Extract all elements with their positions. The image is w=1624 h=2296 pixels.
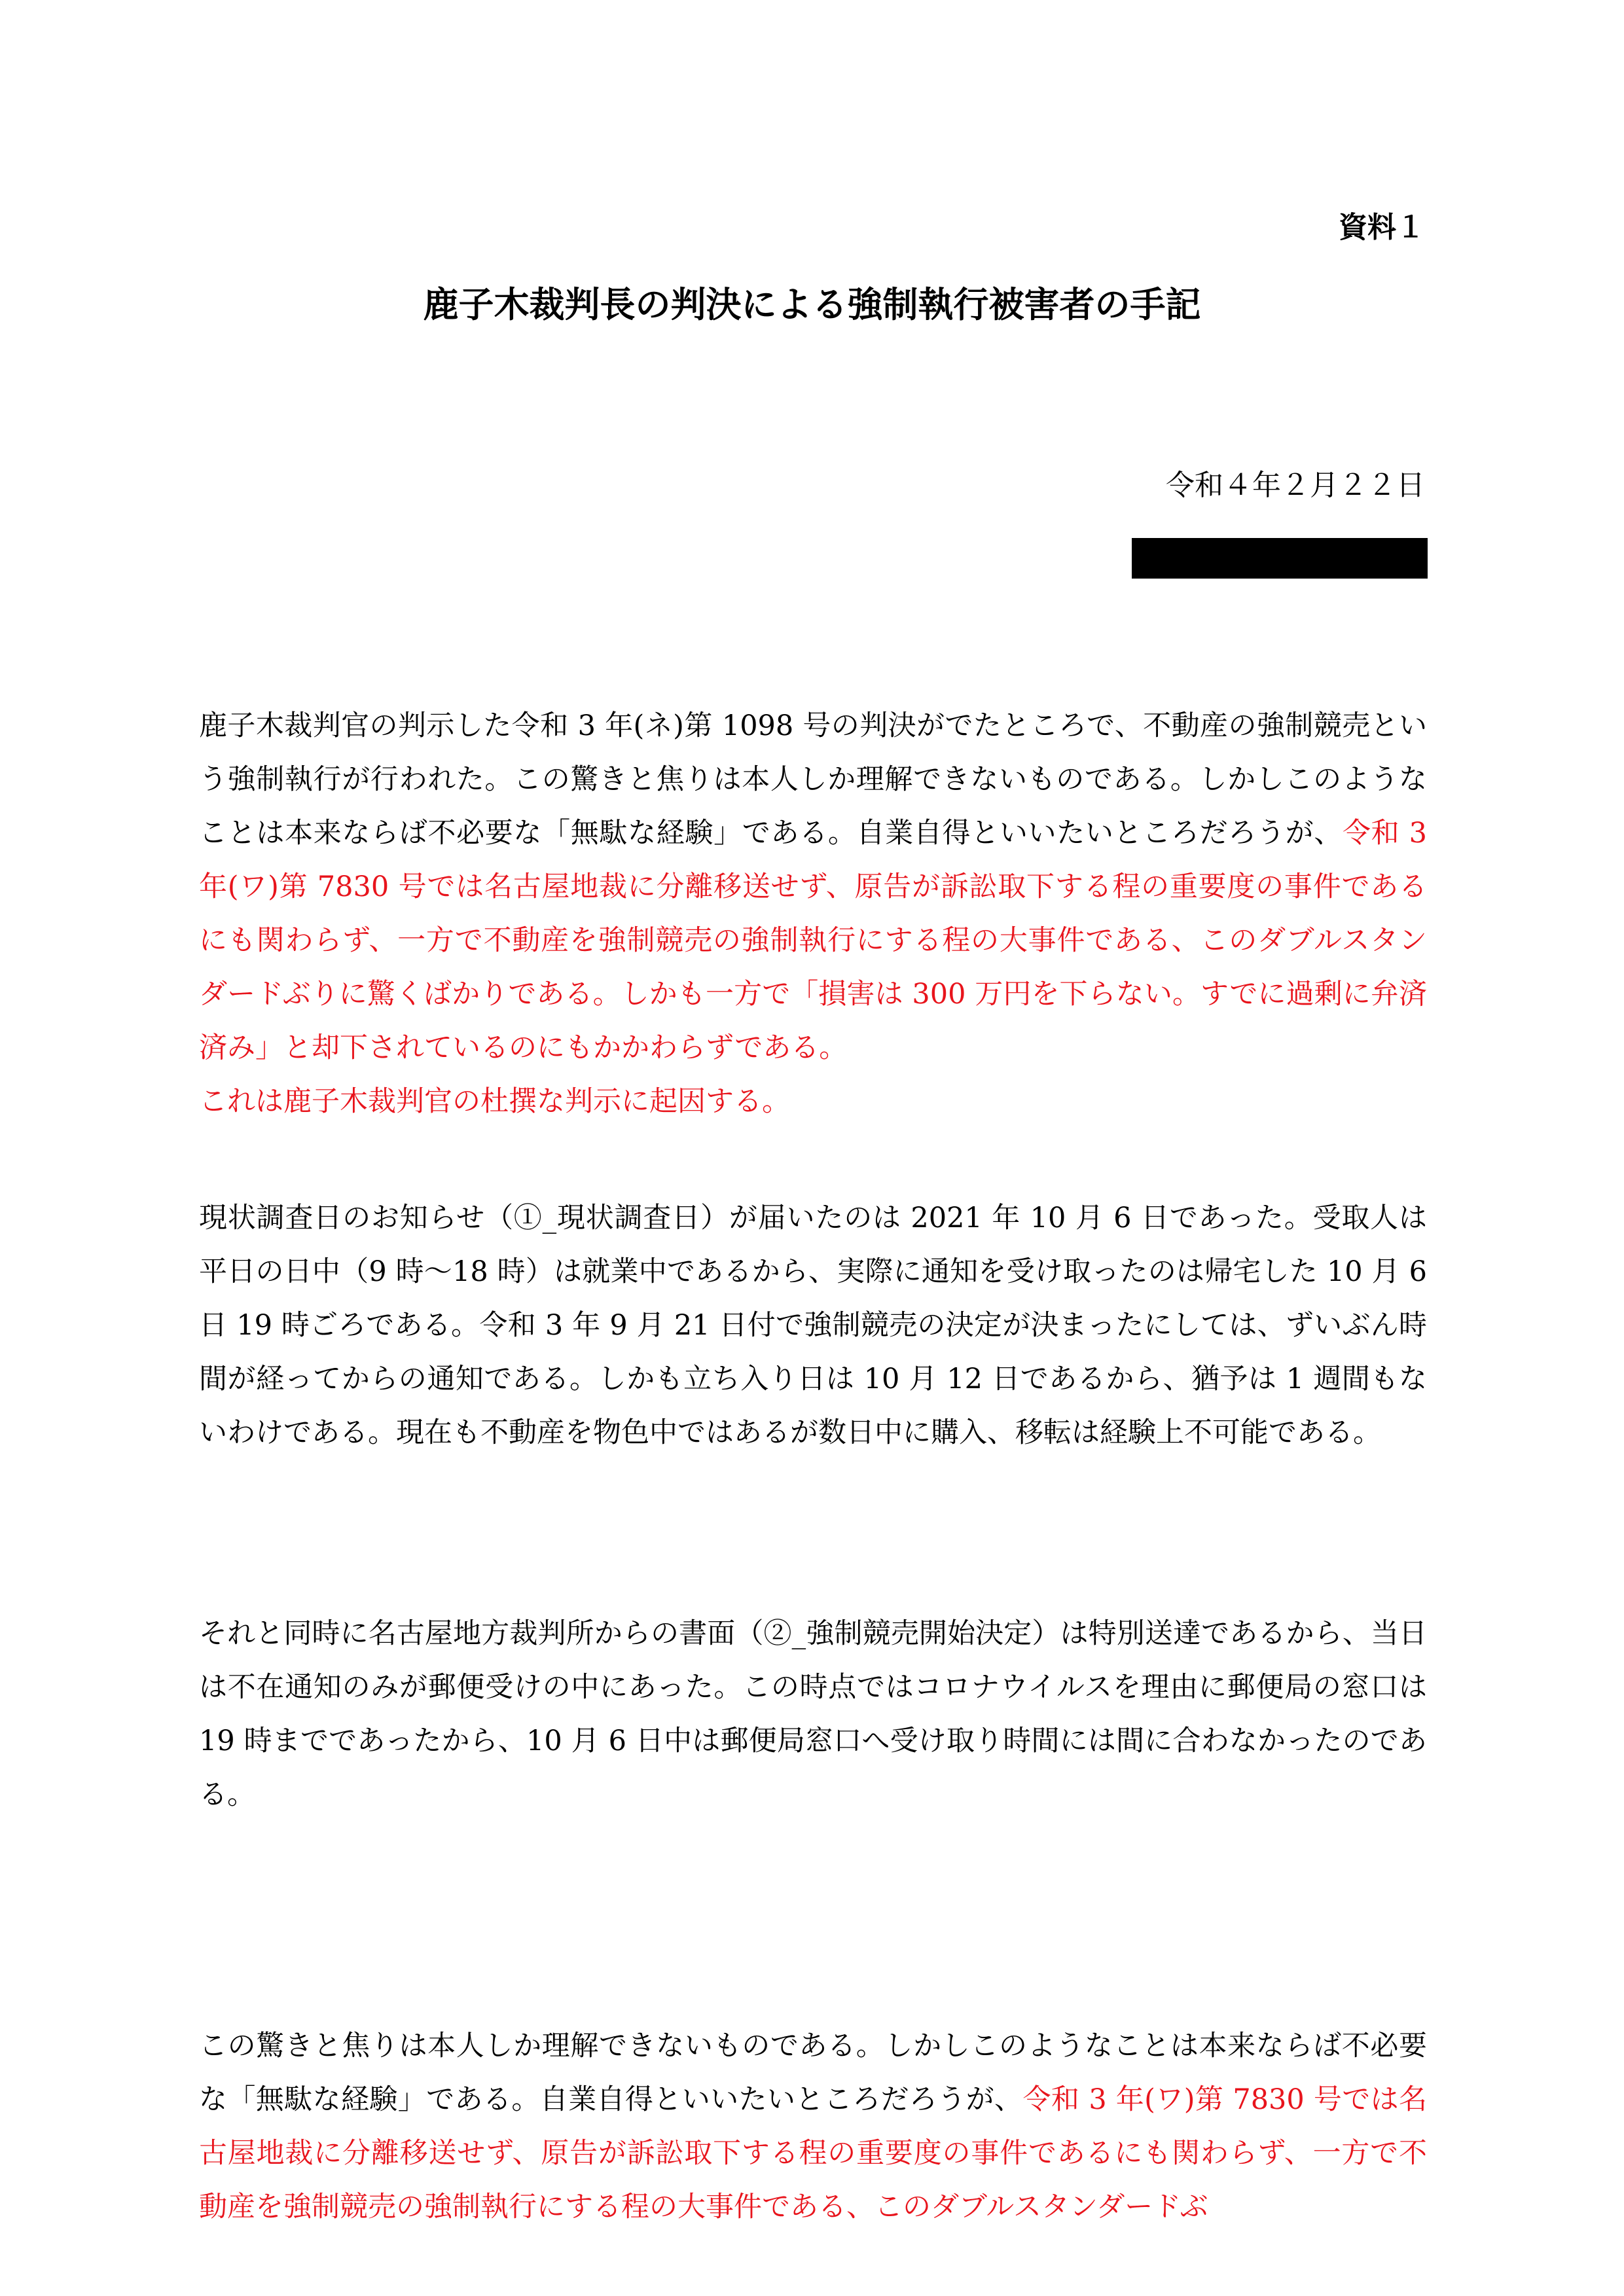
paragraph-1 <box>199 699 1427 1128</box>
paragraph-2: 現状調査日のお知らせ（①_現状調査日）が届いたのは 2021 年 10 月 6 日であった。受取人は平日の日中（9 時～18 時）は就業中であるから、実際に通知を受け取ったのは帰宅した 10 月 6 日 19 時ごろである。令和 3 年 9 月 21 日付で強制競売の決定が決まったにしては、ずいぶん時間が経ってからの通知である。しかも立ち入り日は 10 月 12 日であるから、猶予は 1 週間もないわけである。現在も不動産を物色中ではあるが数日中に購入、移転は経験上不可能である。 <box>199 1202 1427 1449</box>
document-label: 資料１ <box>1339 211 1425 244</box>
paragraph-1-highlight: 令和 3 年(ワ)第 7830 号では名古屋地裁に分離移送せず、原告が訴訟取下する程の重要度の事件であるにも関わらず、一方で不動産を強制競売の強制執行にする程の大事件である、このダブルスタンダードぶりに驚くばかりである。しかも一方で「損害は 300 万円を下らない。すでに過剰に弁済済み」と却下されているのにもかかわらずである。 <box>199 817 1428 1064</box>
paragraph-4 <box>199 2019 1427 2234</box>
paragraph-1-conclusion: これは鹿子木裁判官の杜撰な判示に起因する。 <box>199 1085 790 1118</box>
paragraph-4-highlight: 令和 3 年(ワ)第 7830 号では名古屋地裁に分離移送せず、原告が訴訟取下する程の重要度の事件であるにも関わらず、一方で不動産を強制競売の強制執行にする程の大事件である、このダブルスタンダードぶ <box>199 2083 1428 2223</box>
paragraph-1-text: 鹿子木裁判官の判示した令和 3 年(ネ)第 1098 号の判決がでたところで、不動産の強制競売という強制執行が行われた。この驚きと焦りは本人しか理解できないものである。しかしこのようなことは本来ならば不必要な「無駄な経験」である。自業自得といいたいところだろうが、 <box>199 709 1427 850</box>
paragraph-4-text: この驚きと焦りは本人しか理解できないものである。しかしこのようなことは本来ならば不必要な「無駄な経験」である。自業自得といいたいところだろうが、 <box>199 2030 1427 2116</box>
document-date: 令和４年２月２２日 <box>1166 469 1425 502</box>
paragraph-3: それと同時に名古屋地方裁判所からの書面（②_強制競売開始決定）は特別送達であるから、当日は不在通知のみが郵便受けの中にあった。この時点ではコロナウイルスを理由に郵便局の窓口は 19 時までであったから、10 月 6 日中は郵便局窓口へ受け取り時間には間に合わなかったのである。 <box>199 1617 1427 1811</box>
document-title: 鹿子木裁判長の判決による強制執行被害者の手記 <box>423 284 1201 325</box>
redacted-author-name <box>1132 538 1428 579</box>
